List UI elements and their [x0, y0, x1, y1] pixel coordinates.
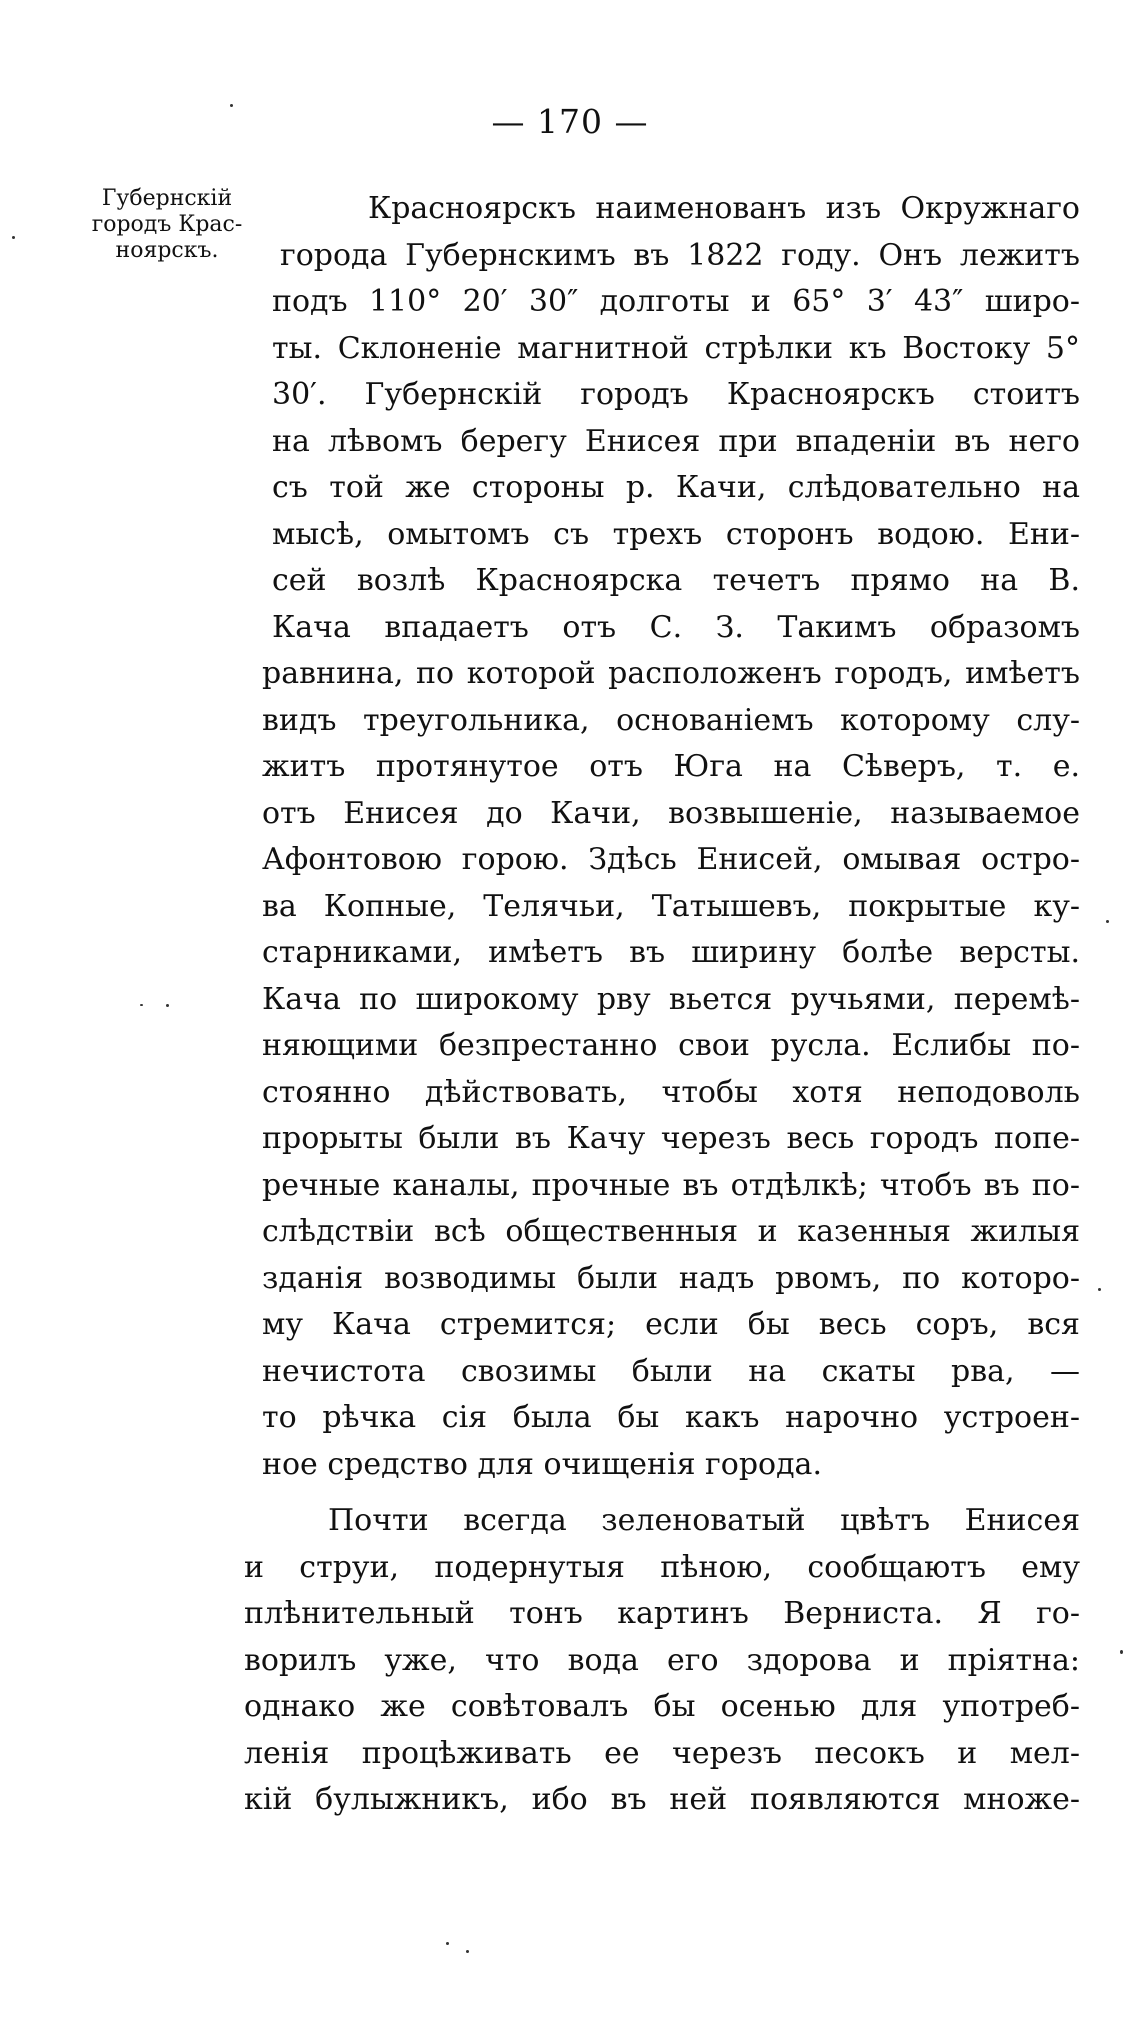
text-line: то рѣчка сія была бы какъ нарочно устроен-	[262, 1400, 1080, 1435]
text-line: ворилъ уже, что вода его здорова и пріятна:	[244, 1642, 1080, 1678]
scan-speck	[1120, 1650, 1123, 1654]
text-line: отъ Енисея до Качи, возвышеніе, называемое	[262, 795, 1080, 831]
text-line: ленія процѣживать ее черезъ песокъ и мел-	[244, 1735, 1080, 1771]
page-number: — 170 —	[491, 102, 649, 141]
text-line: няющими безпрестанно свои русла. Еслибы по-	[262, 1028, 1080, 1063]
text-line: на лѣвомъ берегу Енисея при впаденіи въ него	[272, 423, 1080, 459]
text-line: однако же совѣтовалъ бы осенью для употреб-	[244, 1689, 1080, 1724]
text-line: ты. Склоненіе магнитной стрѣлки къ Востоку 5°	[272, 330, 1080, 366]
text-line: Кача по широкому рву вьется ручьями, перемѣ-	[262, 981, 1080, 1017]
text-line: сей возлѣ Красноярска течетъ прямо на В.	[272, 563, 1080, 598]
text-line: ва Копные, Телячьи, Татышевъ, покрытые ку-	[262, 888, 1080, 924]
text-line: подъ 110° 20′ 30″ долготы и 65° 3′ 43″ широ-	[272, 284, 1080, 319]
margin-note-line: городъ Крас-	[91, 212, 243, 237]
paragraph-2	[244, 1498, 1080, 1824]
text-line: зданія возводимы были надъ рвомъ, по которо-	[262, 1260, 1080, 1296]
scan-speck	[466, 1950, 469, 1953]
scan-speck	[12, 236, 15, 239]
text-line: Красноярскъ наименованъ изъ Окружнаго	[368, 191, 1080, 226]
text-line: слѣдствіи всѣ общественныя и казенныя жилыя	[262, 1214, 1080, 1249]
text-line: нечистота свозимы были на скаты рва, —	[262, 1353, 1080, 1389]
scan-speck	[1098, 1288, 1101, 1291]
scan-speck	[230, 104, 233, 107]
text-line: съ той же стороны р. Качи, слѣдовательно на	[272, 470, 1080, 505]
text-line: мысѣ, омытомъ съ трехъ сторонъ водою. Ени-	[272, 516, 1080, 552]
text-line: житъ протянутое отъ Юга на Сѣверъ, т. е.	[262, 749, 1080, 784]
text-line: речные каналы, прочные въ отдѣлкѣ; чтобъ въ по-	[262, 1167, 1080, 1203]
paragraph-1	[244, 186, 1080, 1488]
text-line: кій булыжникъ, ибо въ ней появляются множе-	[244, 1782, 1080, 1817]
text-line: и струи, подернутыя пѣною, сообщаютъ ему	[244, 1549, 1080, 1585]
margin-note-line: ноярскъ.	[115, 238, 219, 263]
text-line: равнина, по которой расположенъ городъ, имѣетъ	[262, 656, 1080, 691]
text-line: му Кача стремится; если бы весь соръ, вся	[262, 1307, 1080, 1342]
scan-speck	[1106, 920, 1109, 923]
text-line: города Губернскимъ въ 1822 году. Онъ лежитъ	[280, 237, 1080, 273]
scan-speck	[140, 1004, 143, 1006]
text-line: Почти всегда зеленоватый цвѣтъ Енисея	[328, 1503, 1080, 1538]
text-line: видъ треугольника, основаніемъ которому слу-	[262, 702, 1080, 738]
scan-speck	[166, 1004, 169, 1007]
text-line: стоянно дѣйствовать, чтобы хотя неподоволь	[262, 1074, 1080, 1110]
text-line: 30′. Губернскій городъ Красноярскъ стоитъ	[272, 377, 1080, 412]
text-line: Кача впадаетъ отъ С. З. Такимъ образомъ	[272, 609, 1080, 645]
text-line: Афонтовою горою. Здѣсь Енисей, омывая остро-	[262, 842, 1080, 877]
margin-note-line: Губернскій	[101, 186, 233, 211]
text-line: ное средство для очищенія города.	[262, 1446, 822, 1482]
scan-speck	[446, 1942, 449, 1945]
body-text	[244, 186, 1080, 1824]
text-line: старниками, имѣетъ въ ширину болѣе версты.	[262, 935, 1080, 970]
text-line: прорыты были въ Качу черезъ весь городъ попе-	[262, 1121, 1080, 1156]
text-line: плѣнительный тонъ картинъ Верниста. Я го-	[244, 1596, 1080, 1631]
